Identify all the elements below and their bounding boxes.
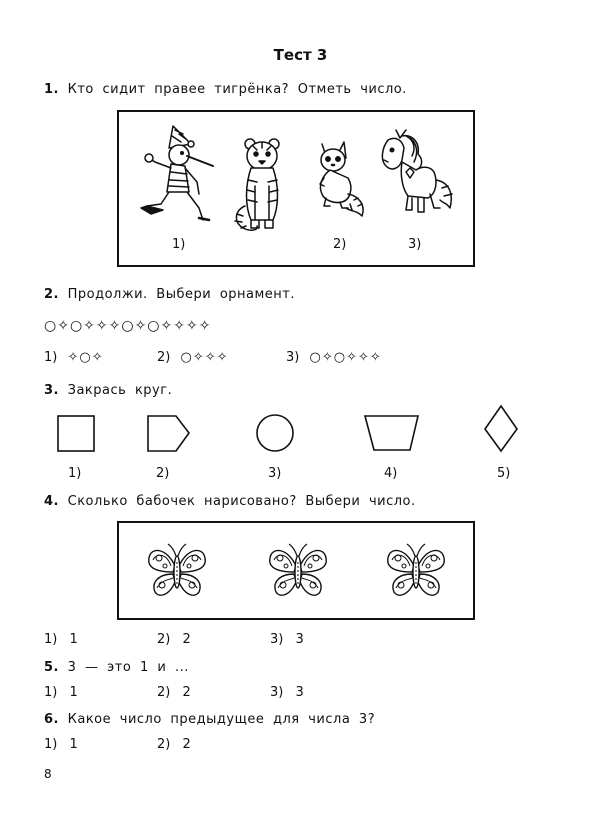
q1-option-3[interactable]: 3): [408, 237, 422, 252]
q3-option-5[interactable]: 5): [497, 466, 511, 481]
option-label: 3): [270, 685, 284, 700]
question-number: 4.: [44, 494, 59, 509]
option-value: 1: [69, 685, 78, 700]
q5-option-2[interactable]: [157, 685, 191, 700]
page-title: Тест 3: [273, 46, 328, 64]
q2-option-3[interactable]: [286, 350, 382, 365]
q3-shapes: [0, 400, 601, 466]
question-4: [44, 494, 416, 509]
q6-option-1[interactable]: [44, 737, 78, 752]
option-value: 2: [182, 632, 191, 647]
trapezoid-shape[interactable]: [365, 416, 418, 450]
rhombus-shape[interactable]: [485, 406, 517, 451]
option-value: 2: [182, 737, 191, 752]
option-value: ✧○✧: [67, 350, 104, 365]
question-6: [44, 712, 375, 727]
option-label: 1): [44, 632, 58, 647]
option-label: 3): [270, 632, 284, 647]
question-number: 2.: [44, 287, 59, 302]
pentagon-shape[interactable]: [148, 416, 189, 451]
pinocchio-illustration: [133, 122, 218, 222]
question-text: Какое число предыдущее для числа 3?: [67, 712, 376, 727]
q1-option-1[interactable]: 1): [172, 237, 186, 252]
q2-option-1[interactable]: [44, 350, 104, 365]
option-label: 1): [44, 737, 58, 752]
circle-shape[interactable]: [257, 415, 293, 451]
option-label: 2): [157, 685, 171, 700]
butterfly-illustration: [268, 540, 328, 600]
option-value: 2: [182, 685, 191, 700]
question-1: [44, 82, 407, 97]
option-value: ○✧○✧✧✧: [309, 350, 382, 365]
question-text: Сколько бабочек нарисовано? Выбери число.: [67, 494, 416, 509]
option-label: 1): [44, 685, 58, 700]
tiger-cub-illustration: [233, 136, 288, 232]
option-value: 1: [69, 737, 78, 752]
q3-option-3[interactable]: 3): [268, 466, 282, 481]
butterfly-illustration: [147, 540, 207, 600]
option-value: ○✧✧✧: [180, 350, 229, 365]
option-value: 3: [295, 632, 304, 647]
page-number: 8: [44, 767, 52, 781]
question-5: [44, 660, 189, 675]
option-value: 3: [295, 685, 304, 700]
question-text: Закрась круг.: [67, 383, 173, 398]
question-2: [44, 287, 295, 302]
q5-option-1[interactable]: [44, 685, 78, 700]
option-label: 1): [44, 350, 58, 365]
question-text: Кто сидит правее тигрёнка? Отметь число.: [67, 82, 407, 97]
q3-option-4[interactable]: 4): [384, 466, 398, 481]
option-label: 2): [157, 632, 171, 647]
question-text: 3 — это 1 и ...: [67, 660, 189, 675]
option-value: 1: [69, 632, 78, 647]
question-number: 3.: [44, 383, 59, 398]
q5-option-3[interactable]: [270, 685, 304, 700]
butterfly-illustration: [386, 540, 446, 600]
question-number: 5.: [44, 660, 59, 675]
q6-option-2[interactable]: [157, 737, 191, 752]
kitten-illustration: [312, 138, 370, 218]
q3-option-1[interactable]: 1): [68, 466, 82, 481]
option-label: 2): [157, 350, 171, 365]
q4-option-1[interactable]: [44, 632, 78, 647]
question-number: 1.: [44, 82, 59, 97]
square-shape[interactable]: [58, 416, 94, 451]
question-3: [44, 383, 172, 398]
q4-option-3[interactable]: [270, 632, 304, 647]
q1-option-2[interactable]: 2): [333, 237, 347, 252]
question-number: 6.: [44, 712, 59, 727]
ornament-pattern: ○✧○✧✧✧○✧○✧✧✧✧: [44, 318, 212, 334]
option-label: 3): [286, 350, 300, 365]
option-label: 2): [157, 737, 171, 752]
q3-option-2[interactable]: 2): [156, 466, 170, 481]
q4-option-2[interactable]: [157, 632, 191, 647]
q2-option-2[interactable]: [157, 350, 229, 365]
question-text: Продолжи. Выбери орнамент.: [67, 287, 295, 302]
pony-illustration: [378, 126, 458, 218]
